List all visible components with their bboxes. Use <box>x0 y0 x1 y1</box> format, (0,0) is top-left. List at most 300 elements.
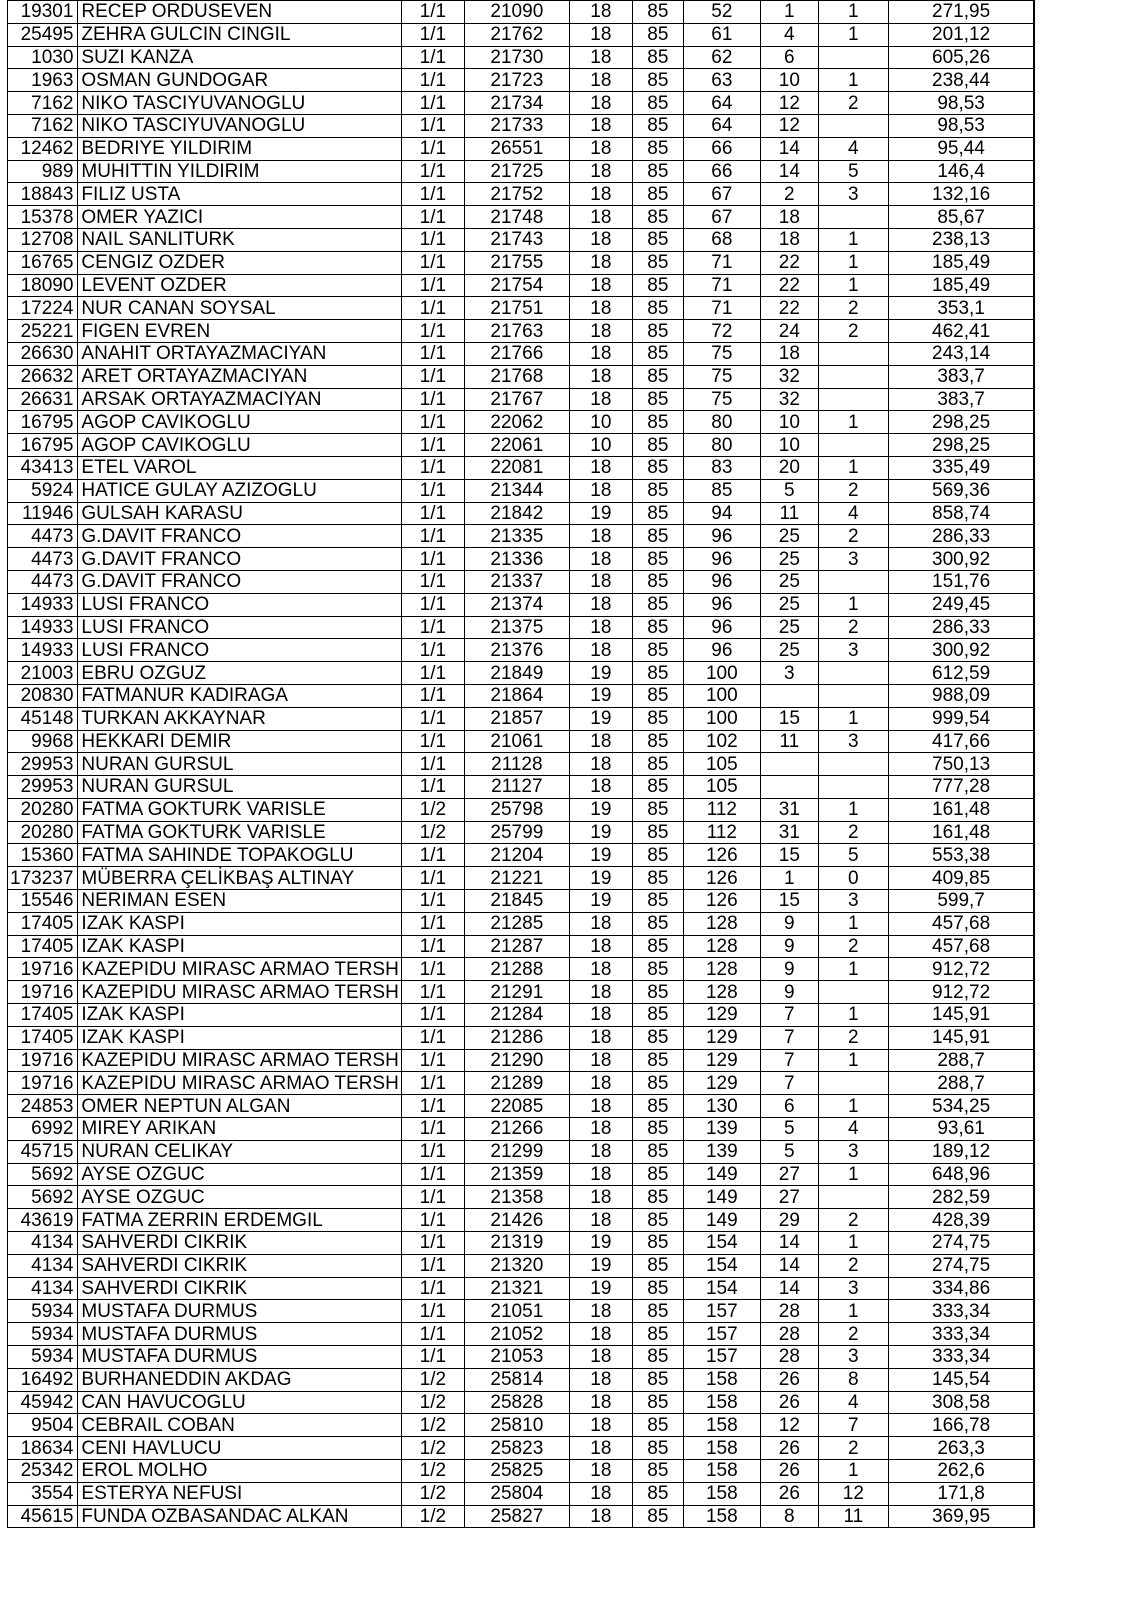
col9-cell: 1 <box>818 1232 888 1255</box>
col5-cell: 18 <box>569 570 632 593</box>
table-row <box>8 1140 1035 1163</box>
share-cell: 1/1 <box>401 593 464 616</box>
name-cell: ZEHRA GULCIN CINGIL <box>78 23 401 46</box>
col9-cell: 3 <box>818 548 888 571</box>
col6-cell: 85 <box>632 1437 683 1460</box>
amount-cell: 95,44 <box>888 137 1034 160</box>
col9-cell <box>818 206 888 229</box>
amount-cell: 777,28 <box>888 776 1034 799</box>
amount-cell: 300,92 <box>888 639 1034 662</box>
col6-cell: 85 <box>632 684 683 707</box>
col7-cell: 149 <box>683 1186 760 1209</box>
col7-cell: 80 <box>683 411 760 434</box>
col6-cell: 85 <box>632 251 683 274</box>
col8-cell: 9 <box>760 958 818 981</box>
id-cell: 7162 <box>8 114 78 137</box>
record-no-cell: 21286 <box>464 1026 569 1049</box>
col8-cell: 25 <box>760 548 818 571</box>
col5-cell: 18 <box>569 1505 632 1528</box>
table-row <box>8 525 1035 548</box>
id-cell: 4473 <box>8 570 78 593</box>
id-cell: 15546 <box>8 890 78 913</box>
col7-cell: 157 <box>683 1300 760 1323</box>
name-cell: AYSE OZGUC <box>78 1186 401 1209</box>
table-row <box>8 297 1035 320</box>
amount-cell: 428,39 <box>888 1209 1034 1232</box>
amount-cell: 98,53 <box>888 92 1034 115</box>
share-cell: 1/1 <box>401 1072 464 1095</box>
col7-cell: 96 <box>683 616 760 639</box>
amount-cell: 999,54 <box>888 707 1034 730</box>
id-cell: 17405 <box>8 912 78 935</box>
amount-cell: 286,33 <box>888 525 1034 548</box>
col9-cell: 1 <box>818 69 888 92</box>
col9-cell: 1 <box>818 1300 888 1323</box>
col8-cell: 5 <box>760 1118 818 1141</box>
col5-cell: 18 <box>569 1460 632 1483</box>
col9-cell: 5 <box>818 844 888 867</box>
share-cell: 1/1 <box>401 1095 464 1118</box>
record-no-cell: 25798 <box>464 798 569 821</box>
share-cell: 1/1 <box>401 981 464 1004</box>
col6-cell: 85 <box>632 1505 683 1528</box>
col8-cell: 1 <box>760 1 818 24</box>
col5-cell: 18 <box>569 1049 632 1072</box>
col9-cell: 1 <box>818 593 888 616</box>
col6-cell: 85 <box>632 1140 683 1163</box>
record-no-cell: 21374 <box>464 593 569 616</box>
col8-cell: 27 <box>760 1186 818 1209</box>
id-cell: 16795 <box>8 434 78 457</box>
table-row <box>8 753 1035 776</box>
share-cell: 1/2 <box>401 1505 464 1528</box>
col5-cell: 18 <box>569 593 632 616</box>
record-no-cell: 21725 <box>464 160 569 183</box>
col9-cell <box>818 753 888 776</box>
col6-cell: 85 <box>632 388 683 411</box>
col5-cell: 19 <box>569 844 632 867</box>
col8-cell: 6 <box>760 46 818 69</box>
record-no-cell: 21288 <box>464 958 569 981</box>
col9-cell: 3 <box>818 183 888 206</box>
record-no-cell: 21426 <box>464 1209 569 1232</box>
name-cell: FATMA GOKTURK VARISLE <box>78 798 401 821</box>
col8-cell: 26 <box>760 1391 818 1414</box>
col8-cell: 25 <box>760 593 818 616</box>
share-cell: 1/1 <box>401 502 464 525</box>
col6-cell: 85 <box>632 456 683 479</box>
amount-cell: 145,54 <box>888 1368 1034 1391</box>
share-cell: 1/1 <box>401 867 464 890</box>
col9-cell: 1 <box>818 1049 888 1072</box>
col5-cell: 18 <box>569 616 632 639</box>
name-cell: HEKKARI DEMIR <box>78 730 401 753</box>
col8-cell: 31 <box>760 798 818 821</box>
col7-cell: 63 <box>683 69 760 92</box>
id-cell: 5692 <box>8 1186 78 1209</box>
col9-cell: 4 <box>818 1118 888 1141</box>
share-cell: 1/1 <box>401 320 464 343</box>
col7-cell: 100 <box>683 662 760 685</box>
col7-cell: 154 <box>683 1254 760 1277</box>
col8-cell: 31 <box>760 821 818 844</box>
name-cell: ARSAK ORTAYAZMACIYAN <box>78 388 401 411</box>
col8-cell: 1 <box>760 867 818 890</box>
amount-cell: 161,48 <box>888 798 1034 821</box>
col7-cell: 129 <box>683 1049 760 1072</box>
share-cell: 1/2 <box>401 1414 464 1437</box>
name-cell: AYSE OZGUC <box>78 1163 401 1186</box>
col6-cell: 85 <box>632 1232 683 1255</box>
table-row <box>8 1391 1035 1414</box>
amount-cell: 166,78 <box>888 1414 1034 1437</box>
share-cell: 1/1 <box>401 776 464 799</box>
amount-cell: 146,4 <box>888 160 1034 183</box>
col7-cell: 71 <box>683 251 760 274</box>
col5-cell: 18 <box>569 365 632 388</box>
table-row <box>8 1323 1035 1346</box>
col5-cell: 18 <box>569 1163 632 1186</box>
col9-cell: 2 <box>818 935 888 958</box>
name-cell: TURKAN AKKAYNAR <box>78 707 401 730</box>
col8-cell: 12 <box>760 114 818 137</box>
table-row <box>8 1232 1035 1255</box>
col7-cell: 154 <box>683 1277 760 1300</box>
col7-cell: 71 <box>683 274 760 297</box>
col9-cell: 2 <box>818 1209 888 1232</box>
col5-cell: 18 <box>569 1209 632 1232</box>
col8-cell: 14 <box>760 160 818 183</box>
amount-cell: 274,75 <box>888 1254 1034 1277</box>
table-row <box>8 912 1035 935</box>
table-row <box>8 890 1035 913</box>
col7-cell: 154 <box>683 1232 760 1255</box>
col6-cell: 85 <box>632 1209 683 1232</box>
record-no-cell: 21266 <box>464 1118 569 1141</box>
col8-cell: 14 <box>760 1232 818 1255</box>
table-row <box>8 411 1035 434</box>
col5-cell: 18 <box>569 23 632 46</box>
name-cell: SUZI KANZA <box>78 46 401 69</box>
name-cell: FATMA SAHINDE TOPAKOGLU <box>78 844 401 867</box>
col8-cell: 7 <box>760 1072 818 1095</box>
col8-cell: 9 <box>760 981 818 1004</box>
table-row <box>8 183 1035 206</box>
id-cell: 19716 <box>8 1049 78 1072</box>
col5-cell: 18 <box>569 935 632 958</box>
share-cell: 1/1 <box>401 434 464 457</box>
amount-cell: 383,7 <box>888 365 1034 388</box>
col6-cell: 85 <box>632 342 683 365</box>
id-cell: 26631 <box>8 388 78 411</box>
table-row <box>8 1482 1035 1505</box>
col9-cell <box>818 1072 888 1095</box>
name-cell: IZAK KASPI <box>78 1004 401 1027</box>
record-no-cell: 21762 <box>464 23 569 46</box>
col8-cell: 25 <box>760 570 818 593</box>
col9-cell: 12 <box>818 1482 888 1505</box>
col7-cell: 129 <box>683 1004 760 1027</box>
id-cell: 17405 <box>8 1004 78 1027</box>
col6-cell: 85 <box>632 1004 683 1027</box>
col7-cell: 149 <box>683 1209 760 1232</box>
table-row <box>8 160 1035 183</box>
col6-cell: 85 <box>632 1414 683 1437</box>
amount-cell: 369,95 <box>888 1505 1034 1528</box>
share-cell: 1/1 <box>401 616 464 639</box>
share-cell: 1/1 <box>401 844 464 867</box>
id-cell: 21003 <box>8 662 78 685</box>
table-row <box>8 1072 1035 1095</box>
record-no-cell: 21734 <box>464 92 569 115</box>
record-no-cell: 21849 <box>464 662 569 685</box>
col8-cell: 27 <box>760 1163 818 1186</box>
table-row <box>8 502 1035 525</box>
amount-cell: 335,49 <box>888 456 1034 479</box>
col7-cell: 80 <box>683 434 760 457</box>
col7-cell: 102 <box>683 730 760 753</box>
share-cell: 1/1 <box>401 1163 464 1186</box>
col5-cell: 18 <box>569 251 632 274</box>
col9-cell: 2 <box>818 1323 888 1346</box>
col8-cell: 18 <box>760 228 818 251</box>
share-cell: 1/1 <box>401 388 464 411</box>
id-cell: 18090 <box>8 274 78 297</box>
col9-cell: 1 <box>818 251 888 274</box>
col6-cell: 85 <box>632 1254 683 1277</box>
share-cell: 1/1 <box>401 684 464 707</box>
col8-cell: 10 <box>760 69 818 92</box>
table-row <box>8 981 1035 1004</box>
id-cell: 17224 <box>8 297 78 320</box>
col7-cell: 68 <box>683 228 760 251</box>
record-no-cell: 21204 <box>464 844 569 867</box>
id-cell: 29953 <box>8 753 78 776</box>
table-row <box>8 1368 1035 1391</box>
record-no-cell: 25823 <box>464 1437 569 1460</box>
share-cell: 1/1 <box>401 183 464 206</box>
col8-cell: 15 <box>760 844 818 867</box>
amount-cell: 271,95 <box>888 1 1034 24</box>
share-cell: 1/1 <box>401 707 464 730</box>
record-no-cell: 21768 <box>464 365 569 388</box>
col5-cell: 18 <box>569 639 632 662</box>
amount-cell: 457,68 <box>888 912 1034 935</box>
share-cell: 1/1 <box>401 251 464 274</box>
id-cell: 16765 <box>8 251 78 274</box>
col6-cell: 85 <box>632 1072 683 1095</box>
col5-cell: 18 <box>569 1323 632 1346</box>
col7-cell: 72 <box>683 320 760 343</box>
col5-cell: 18 <box>569 1095 632 1118</box>
record-no-cell: 21290 <box>464 1049 569 1072</box>
record-no-cell: 22061 <box>464 434 569 457</box>
amount-cell: 93,61 <box>888 1118 1034 1141</box>
col9-cell: 3 <box>818 1277 888 1300</box>
record-no-cell: 21337 <box>464 570 569 593</box>
table-row <box>8 1209 1035 1232</box>
id-cell: 4134 <box>8 1254 78 1277</box>
id-cell: 45715 <box>8 1140 78 1163</box>
col6-cell: 85 <box>632 114 683 137</box>
record-no-cell: 21845 <box>464 890 569 913</box>
record-no-cell: 26551 <box>464 137 569 160</box>
share-cell: 1/1 <box>401 456 464 479</box>
col6-cell: 85 <box>632 274 683 297</box>
col7-cell: 96 <box>683 548 760 571</box>
col7-cell: 158 <box>683 1368 760 1391</box>
col6-cell: 85 <box>632 1186 683 1209</box>
name-cell: BEDRIYE YILDIRIM <box>78 137 401 160</box>
col9-cell: 2 <box>818 1437 888 1460</box>
col8-cell: 10 <box>760 411 818 434</box>
amount-cell: 569,36 <box>888 479 1034 502</box>
col5-cell: 18 <box>569 46 632 69</box>
share-cell: 1/1 <box>401 525 464 548</box>
id-cell: 5692 <box>8 1163 78 1186</box>
col8-cell: 12 <box>760 1414 818 1437</box>
record-no-cell: 21128 <box>464 753 569 776</box>
table-row <box>8 1414 1035 1437</box>
share-cell: 1/1 <box>401 1049 464 1072</box>
amount-cell: 263,3 <box>888 1437 1034 1460</box>
share-cell: 1/1 <box>401 548 464 571</box>
share-cell: 1/1 <box>401 1026 464 1049</box>
name-cell: NURAN GURSUL <box>78 753 401 776</box>
share-cell: 1/1 <box>401 1209 464 1232</box>
record-no-cell: 21051 <box>464 1300 569 1323</box>
id-cell: 11946 <box>8 502 78 525</box>
table-row <box>8 958 1035 981</box>
amount-cell: 132,16 <box>888 183 1034 206</box>
name-cell: EROL MOLHO <box>78 1460 401 1483</box>
id-cell: 26630 <box>8 342 78 365</box>
id-cell: 173237 <box>8 867 78 890</box>
col9-cell: 1 <box>818 1163 888 1186</box>
record-no-cell: 21767 <box>464 388 569 411</box>
col7-cell: 158 <box>683 1460 760 1483</box>
record-no-cell: 21376 <box>464 639 569 662</box>
id-cell: 24853 <box>8 1095 78 1118</box>
col5-cell: 18 <box>569 1118 632 1141</box>
amount-cell: 988,09 <box>888 684 1034 707</box>
record-no-cell: 21299 <box>464 1140 569 1163</box>
col5-cell: 18 <box>569 320 632 343</box>
col6-cell: 85 <box>632 1482 683 1505</box>
record-no-cell: 21320 <box>464 1254 569 1277</box>
col6-cell: 85 <box>632 297 683 320</box>
col6-cell: 85 <box>632 1095 683 1118</box>
name-cell: CENI HAVLUCU <box>78 1437 401 1460</box>
name-cell: NUR CANAN SOYSAL <box>78 297 401 320</box>
col7-cell: 130 <box>683 1095 760 1118</box>
col7-cell: 128 <box>683 958 760 981</box>
record-no-cell: 21285 <box>464 912 569 935</box>
col8-cell: 28 <box>760 1323 818 1346</box>
record-no-cell: 25814 <box>464 1368 569 1391</box>
id-cell: 20280 <box>8 798 78 821</box>
col8-cell: 26 <box>760 1368 818 1391</box>
id-cell: 4134 <box>8 1232 78 1255</box>
share-cell: 1/1 <box>401 1300 464 1323</box>
amount-cell: 648,96 <box>888 1163 1034 1186</box>
col7-cell: 96 <box>683 639 760 662</box>
share-cell: 1/1 <box>401 479 464 502</box>
col9-cell: 5 <box>818 160 888 183</box>
share-cell: 1/1 <box>401 92 464 115</box>
col8-cell: 25 <box>760 616 818 639</box>
id-cell: 15360 <box>8 844 78 867</box>
id-cell: 45615 <box>8 1505 78 1528</box>
amount-cell: 288,7 <box>888 1049 1034 1072</box>
table-row <box>8 365 1035 388</box>
id-cell: 4473 <box>8 525 78 548</box>
col5-cell: 18 <box>569 1414 632 1437</box>
record-no-cell: 21289 <box>464 1072 569 1095</box>
share-cell: 1/1 <box>401 342 464 365</box>
col9-cell: 1 <box>818 1004 888 1027</box>
name-cell: MUSTAFA DURMUS <box>78 1300 401 1323</box>
amount-cell: 249,45 <box>888 593 1034 616</box>
col8-cell: 22 <box>760 251 818 274</box>
col8-cell: 5 <box>760 1140 818 1163</box>
col9-cell: 0 <box>818 867 888 890</box>
col8-cell: 9 <box>760 935 818 958</box>
record-no-cell: 21857 <box>464 707 569 730</box>
amount-cell: 262,6 <box>888 1460 1034 1483</box>
amount-cell: 286,33 <box>888 616 1034 639</box>
name-cell: AGOP CAVIKOGLU <box>78 434 401 457</box>
col9-cell: 4 <box>818 137 888 160</box>
share-cell: 1/1 <box>401 1346 464 1369</box>
col5-cell: 18 <box>569 1482 632 1505</box>
share-cell: 1/1 <box>401 23 464 46</box>
col7-cell: 157 <box>683 1323 760 1346</box>
col5-cell: 19 <box>569 1232 632 1255</box>
table-row <box>8 1437 1035 1460</box>
name-cell: MIREY ARIKAN <box>78 1118 401 1141</box>
name-cell: MUHITTIN YILDIRIM <box>78 160 401 183</box>
col9-cell: 1 <box>818 912 888 935</box>
col7-cell: 128 <box>683 935 760 958</box>
table-row <box>8 1186 1035 1209</box>
col9-cell: 11 <box>818 1505 888 1528</box>
name-cell: BURHANEDDIN AKDAG <box>78 1368 401 1391</box>
amount-cell: 912,72 <box>888 958 1034 981</box>
col6-cell: 85 <box>632 1 683 24</box>
col6-cell: 85 <box>632 776 683 799</box>
col6-cell: 85 <box>632 479 683 502</box>
id-cell: 12462 <box>8 137 78 160</box>
col6-cell: 85 <box>632 434 683 457</box>
col7-cell: 52 <box>683 1 760 24</box>
id-cell: 19716 <box>8 958 78 981</box>
col9-cell: 8 <box>818 1368 888 1391</box>
col8-cell: 12 <box>760 92 818 115</box>
id-cell: 25342 <box>8 1460 78 1483</box>
col7-cell: 105 <box>683 776 760 799</box>
col6-cell: 85 <box>632 92 683 115</box>
share-cell: 1/1 <box>401 890 464 913</box>
col6-cell: 85 <box>632 1163 683 1186</box>
col6-cell: 85 <box>632 821 683 844</box>
col6-cell: 85 <box>632 1300 683 1323</box>
amount-cell: 334,86 <box>888 1277 1034 1300</box>
col7-cell: 96 <box>683 593 760 616</box>
col8-cell: 15 <box>760 707 818 730</box>
col8-cell: 20 <box>760 456 818 479</box>
table-row <box>8 251 1035 274</box>
